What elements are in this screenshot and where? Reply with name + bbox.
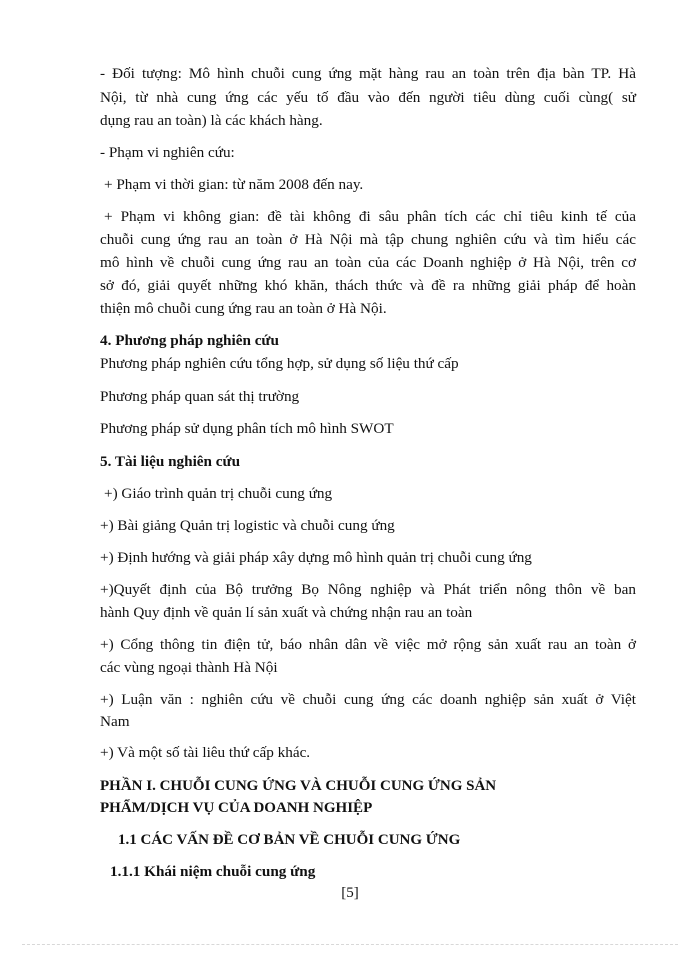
reference-4-line-1: +)Quyết định của Bộ trưởng Bọ Nông nghiệp và Phát triển nông thôn về ban bbox=[100, 581, 636, 598]
research-scope-label: - Phạm vi nghiên cứu: bbox=[100, 144, 235, 161]
section-1-1-heading: 1.1 CÁC VẤN ĐỀ CƠ BẢN VỀ CHUỖI CUNG ỨNG bbox=[118, 832, 461, 848]
reference-1: +) Giáo trình quản trị chuỗi cung ứng bbox=[104, 485, 333, 502]
space-scope-line-5: thiện mô chuỗi cung ứng rau an toàn ở Hà Nội. bbox=[100, 300, 387, 317]
page-bottom-divider bbox=[22, 944, 678, 945]
reference-2: +) Bài giảng Quản trị logistic và chuỗi cung ứng bbox=[100, 517, 395, 534]
space-scope-line-4: sở đó, giải quyết những khó khăn, thách thức và đề ra những giải pháp để hoàn bbox=[100, 277, 636, 294]
scope-object-line-1: - Đối tượng: Mô hình chuỗi cung ứng mặt hàng rau an toàn trên địa bàn TP. Hà bbox=[100, 65, 636, 82]
reference-6-line-1: +) Luận văn : nghiên cứu về chuỗi cung ứng các doanh nghiệp sản xuất ở Việt bbox=[100, 691, 636, 708]
reference-5-line-1: +) Cổng thông tin điện tử, báo nhân dân về việc mở rộng sản xuất rau an toàn ở bbox=[100, 636, 636, 653]
reference-4-line-2: hành Quy định về quản lí sản xuất và chứng nhận rau an toàn bbox=[100, 604, 473, 621]
reference-7: +) Và một số tài liêu thứ cấp khác. bbox=[100, 744, 311, 761]
space-scope-line-3: mô hình về chuỗi cung ứng rau an toàn của các Doanh nghiệp ở Hà Nội, trên cơ bbox=[100, 254, 636, 271]
time-scope-line: + Phạm vi thời gian: từ năm 2008 đến nay. bbox=[104, 176, 364, 193]
part-1-heading-line-2: PHẨM/DỊCH VỤ CỦA DOANH NGHIỆP bbox=[100, 800, 373, 816]
method-1: Phương pháp nghiên cứu tổng hợp, sử dụng số liệu thứ cấp bbox=[100, 355, 459, 372]
scope-object-line-3: dụng rau an toàn) là các khách hàng. bbox=[100, 112, 323, 129]
reference-5-line-2: các vùng ngoại thành Hà Nội bbox=[100, 659, 278, 676]
space-scope-line-1: + Phạm vi không gian: đề tài không đi sâu phân tích các chỉ tiêu kinh tế của bbox=[104, 208, 636, 225]
part-1-heading-line-1: PHẦN I. CHUỖI CUNG ỨNG VÀ CHUỖI CUNG ỨNG SẢN bbox=[100, 778, 497, 794]
method-2: Phương pháp quan sát thị trường bbox=[100, 388, 300, 405]
section-4-heading: 4. Phương pháp nghiên cứu bbox=[100, 332, 279, 349]
section-5-heading: 5. Tài liệu nghiên cứu bbox=[100, 453, 241, 470]
section-1-1-1-heading: 1.1.1 Khái niệm chuỗi cung ứng bbox=[110, 863, 316, 880]
reference-3: +) Định hướng và giải pháp xây dựng mô hình quản trị chuỗi cung ứng bbox=[100, 549, 532, 566]
page-number: [5] bbox=[341, 885, 359, 901]
space-scope-line-2: chuỗi cung ứng rau an toàn ở Hà Nội mà tập chung nghiên cứu và tìm hiểu các bbox=[100, 231, 636, 248]
method-3: Phương pháp sử dụng phân tích mô hình SWOT bbox=[100, 420, 394, 437]
reference-6-line-2: Nam bbox=[100, 713, 130, 730]
scope-object-line-2: Nội, từ nhà cung ứng các yếu tố đầu vào đến người tiêu dùng cuối cùng( sử bbox=[100, 89, 636, 106]
